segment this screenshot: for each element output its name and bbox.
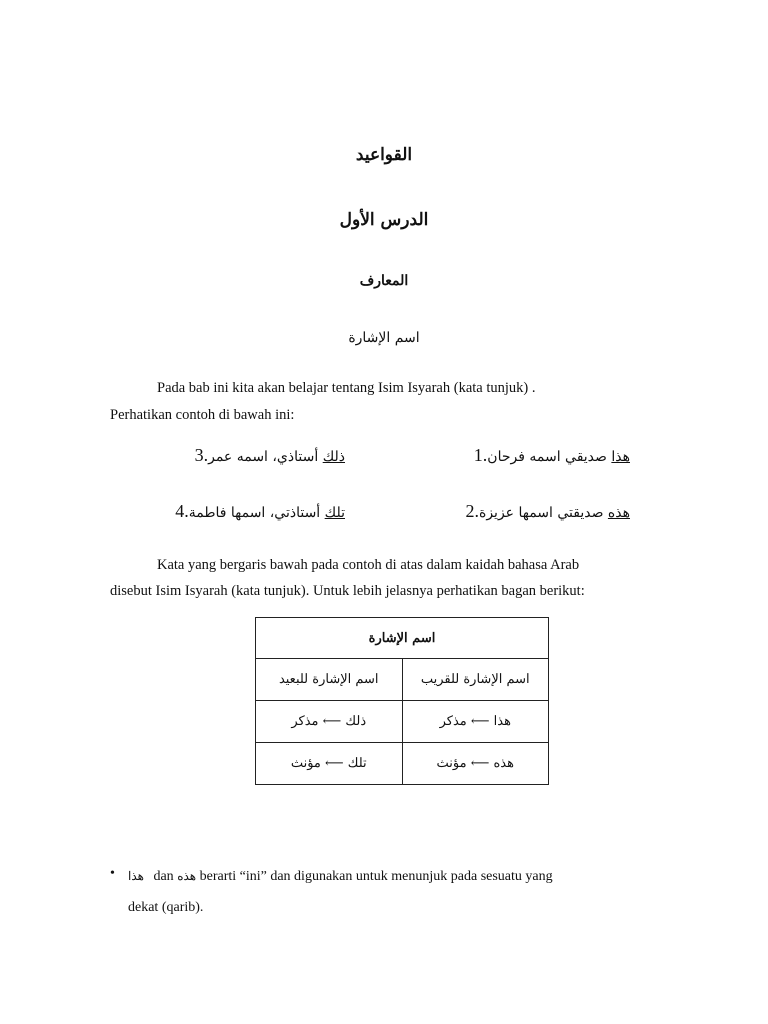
far-feminine: تلك ⟵ مؤنث	[256, 743, 403, 785]
note-word-hadha: هذا	[128, 869, 144, 883]
note-line-1	[128, 866, 553, 887]
example-4	[160, 501, 345, 522]
example-1-pointer: هذا	[611, 449, 630, 465]
note-text-1: berarti “ini” dan digunakan untuk menunjuk pada sesuatu yang	[199, 869, 553, 884]
example-1	[470, 445, 630, 466]
bullet-icon: •	[110, 866, 115, 881]
note-word-hadhihi: هذه	[177, 869, 197, 883]
near-feminine: هذه ⟵ مؤنث	[402, 743, 549, 785]
note-and: dan	[153, 869, 174, 884]
isim-isyarah-table	[255, 617, 549, 785]
intro-line-2: Perhatikan contoh di bawah ini:	[110, 407, 295, 423]
subtopic-heading: اسم الإشارة	[348, 330, 420, 346]
col-near: اسم الإشارة للقريب	[402, 659, 549, 701]
example-3	[185, 445, 345, 466]
intro-line-1: Pada bab ini kita akan belajar tentang Isim Isyarah (kata tunjuk) .	[157, 380, 536, 396]
page-title: القواعيد	[355, 145, 413, 165]
example-4-pointer: تلك	[324, 505, 345, 521]
example-3-text: أستاذي، اسمه عمر	[208, 449, 323, 465]
near-masculine: هذا ⟵ مذكر	[402, 701, 549, 743]
example-2-pointer: هذه	[607, 505, 630, 521]
example-4-number: 4.	[175, 501, 189, 521]
note-line-2: dekat (qarib).	[128, 900, 204, 915]
example-4-text: أستاذتي، اسمها فاطمة	[188, 505, 325, 521]
explanation-line-2: disebut Isim Isyarah (kata tunjuk). Untuk lebih jelasnya perhatikan bagan berikut:	[110, 583, 585, 599]
example-1-number: 1.	[473, 445, 488, 465]
example-2-text: صديقتي اسمها عزيزة	[478, 505, 608, 521]
example-3-number: 3.	[194, 445, 209, 465]
topic-heading: المعارف	[359, 273, 409, 289]
example-1-text: صديقي اسمه فرحان	[487, 449, 612, 465]
example-2	[450, 501, 630, 522]
lesson-heading: الدرس الأول	[339, 210, 429, 230]
example-3-pointer: ذلك	[322, 449, 345, 465]
far-masculine: ذلك ⟵ مذكر	[256, 701, 403, 743]
table-header: اسم الإشارة	[256, 618, 549, 659]
explanation-line-1: Kata yang bergaris bawah pada contoh di atas dalam kaidah bahasa Arab	[157, 557, 580, 573]
example-2-number: 2.	[465, 501, 479, 521]
col-far: اسم الإشارة للبعيد	[256, 659, 403, 701]
